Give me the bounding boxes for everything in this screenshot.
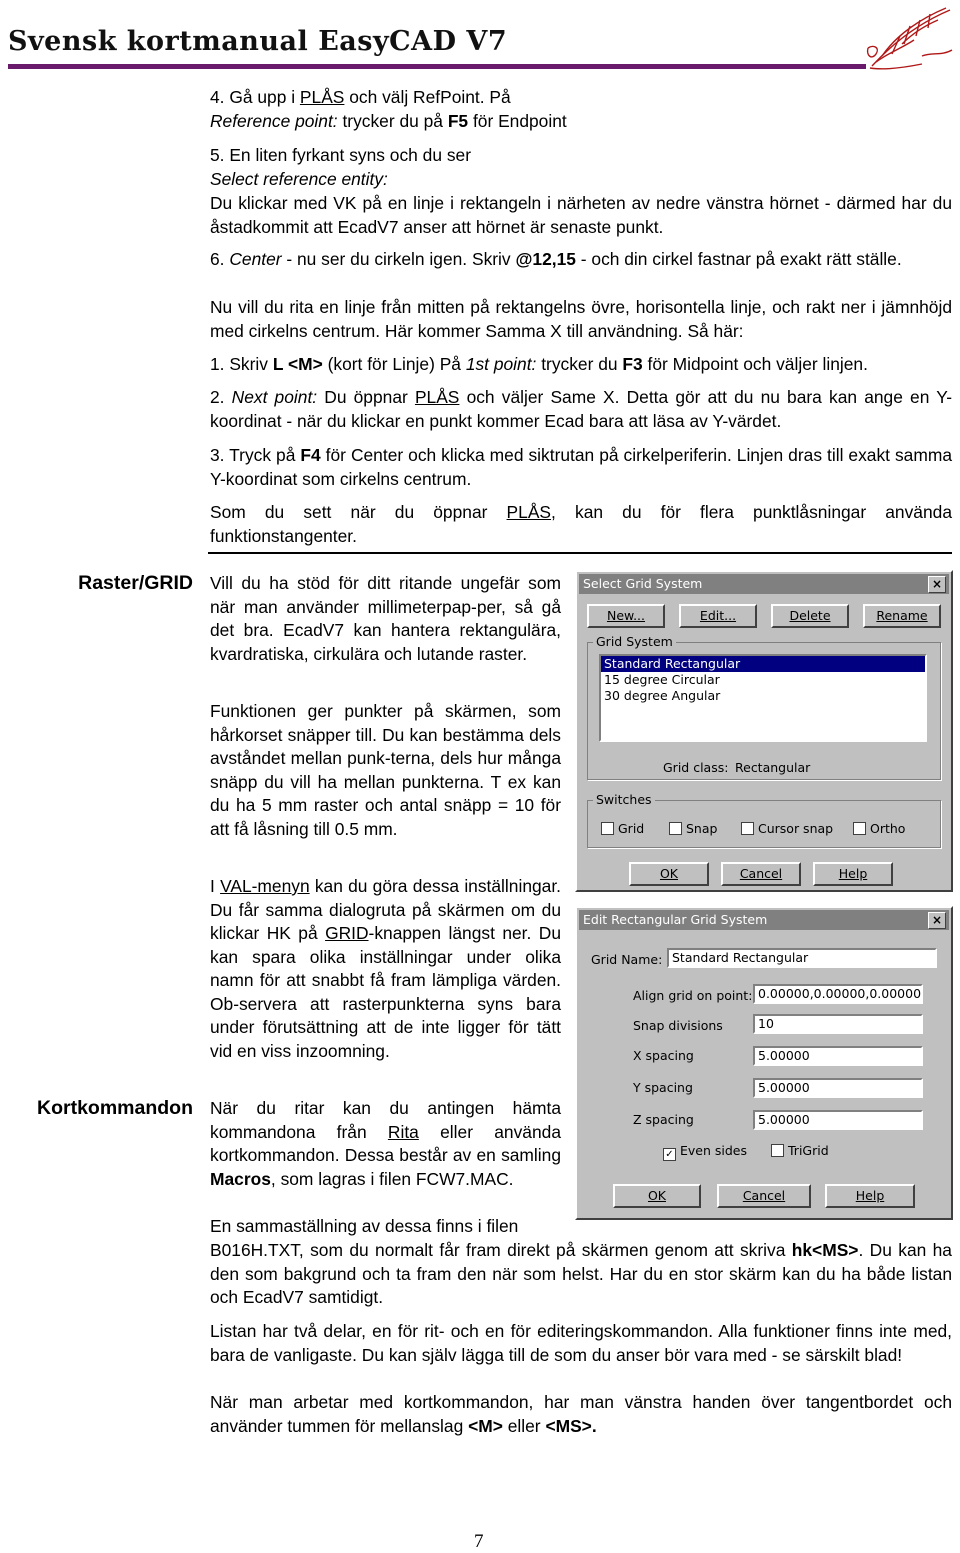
step5-line1: 5. En liten fyrkant syns och du ser xyxy=(210,145,471,165)
section-label-raster: Raster/GRID xyxy=(78,572,193,594)
step-s2: 2. Next point: Du öppnar PLÅS och väljer Same X. Detta gör att du nu bara kan ange en Y-koordinat - när du klickar en punkt kommer Ecad bara att läsa av Y-värdet. xyxy=(210,387,952,431)
step4-line1: 4. Gå upp i PLÅS och välj RefPoint. På xyxy=(210,87,511,107)
kort-p2: B016H.TXT, som du normalt får fram direkt på skärmen genom att skriva hk<MS>. Du kan ha den som bakgrund och ta fram den när som helst. Har du en stor skärm kan du ha både listan och EcadV7 samtidigt. xyxy=(210,1240,952,1307)
grid-system-label: Grid System xyxy=(593,634,676,649)
header-title: Svensk kortmanual EasyCAD V7 xyxy=(8,26,508,57)
snap-checkbox[interactable]: Snap xyxy=(669,822,717,836)
align-label: Align grid on point: xyxy=(633,988,753,1003)
list-item[interactable]: 15 degree Circular xyxy=(604,672,720,687)
kort-p2-line1: En sammaställning av dessa finns i filen xyxy=(210,1216,519,1236)
x-spacing-label: X spacing xyxy=(633,1048,694,1063)
section-label-kortkommandon: Kortkommandon xyxy=(37,1097,193,1119)
list-item[interactable]: 30 degree Angular xyxy=(604,688,721,703)
step-s3: 3. Tryck på F4 för Center och klicka med siktrutan på cirkelperiferin. Linjen dras till exakt samma Y-koordinat som cirkelns centrum. xyxy=(210,445,952,489)
raster-p1: Vill du ha stöd för ditt ritande ungefär som när man använder millimeterpap-per, så gå det bra. EcadV7 kan hantera rektangulära, kvardratiska, cirkulära och lutande raster. xyxy=(210,573,561,664)
para-same-x: Nu vill du rita en linje från mitten på rektangelns övre, horisontella linje, och rakt ner i jämnhöjd med cirkelns centrum. Här kommer Samma X till användning. Så här: xyxy=(210,297,952,341)
dialog-titlebar: Select Grid System × xyxy=(579,574,949,594)
select-grid-system-dialog xyxy=(575,570,953,892)
quill-logo-icon xyxy=(862,4,956,74)
check-icon: ✓ xyxy=(663,1148,676,1161)
step4-line2: Reference point: trycker du på F5 för Endpoint xyxy=(210,111,567,131)
edit-rectangular-grid-dialog xyxy=(575,906,953,1220)
cursor-snap-checkbox[interactable]: Cursor snap xyxy=(741,822,833,836)
edit-button[interactable]: Edit... xyxy=(679,604,757,628)
ok-button[interactable]: OK xyxy=(613,1184,701,1208)
y-spacing-field[interactable]: 5.00000 xyxy=(753,1078,923,1098)
even-sides-checkbox[interactable]: ✓ Even sides xyxy=(663,1144,747,1161)
page-number: 7 xyxy=(474,1531,484,1552)
ortho-checkbox[interactable]: Ortho xyxy=(853,822,905,836)
delete-button[interactable]: Delete xyxy=(771,604,849,628)
new-button[interactable]: New... xyxy=(587,604,665,628)
raster-p2: Funktionen ger punkter på skärmen, som hårkorset snäpper till. Du kan bestämma dels avståndet mellan punk-terna, dels hur många snäpp du vill ha mellan punkterna. T ex kan du ha 5 mm raster och antal snäpp = 10 för att få låsning till 0.5 mm. xyxy=(210,701,561,839)
close-icon[interactable]: × xyxy=(928,576,946,593)
ok-button[interactable]: OK xyxy=(629,862,709,886)
trigrid-checkbox[interactable]: TriGrid xyxy=(771,1144,829,1158)
para-som: Som du sett när du öppnar PLÅS, kan du för flera punktlåsningar använda funktionstangenter. xyxy=(210,502,952,546)
grid-name-label: Grid Name: xyxy=(591,952,663,967)
align-field[interactable]: 0.00000,0.00000,0.00000 xyxy=(753,984,923,1004)
help-button[interactable]: Help xyxy=(825,1184,915,1208)
cancel-button[interactable]: Cancel xyxy=(717,1184,811,1208)
snap-divisions-field[interactable]: 10 xyxy=(753,1014,923,1034)
step6: 6. Center - nu ser du cirkeln igen. Skriv @12,15 - och din cirkel fastnar på exakt rätt ställe. xyxy=(210,249,902,269)
z-spacing-label: Z spacing xyxy=(633,1112,694,1127)
x-spacing-field[interactable]: 5.00000 xyxy=(753,1046,923,1066)
kort-p1: När du ritar kan du antingen hämta kommandona från Rita eller använda kortkommandon. Dessa består av en samling Macros, som lagras i filen FCW7.MAC. xyxy=(210,1098,561,1189)
step5-body: Du klickar med VK på en linje i rektangeln i närheten av nedre vänstra hörnet - därmed har du åstadkommit att EcadV7 anser att hörnet är senaste punkt. xyxy=(210,193,952,237)
switches-label: Switches xyxy=(593,792,655,807)
grid-class-value: Rectangular xyxy=(735,760,811,775)
list-item[interactable]: Standard Rectangular xyxy=(601,656,925,672)
kort-p3: Listan har två delar, en för rit- och en för editeringskommandon. Alla funktioner finns inte med, bara de vanligaste. Du kan själv lägga till de som du anser bör vara med - se särskilt blad! xyxy=(210,1321,952,1365)
grid-name-field[interactable]: Standard Rectangular xyxy=(667,948,937,968)
raster-p3: I VAL-menyn kan du göra dessa inställningar. Du får samma dialogruta på skärmen om du klickar HK på GRID-knappen längst ner. Du kan spara olika inställningar under olika namn för att snabbt få fram lämpliga värden. Ob-servera att rasterpunkterna syns bara under förutsättning att de inte ligger för tätt vid en viss inzoomning. xyxy=(210,876,561,1061)
z-spacing-field[interactable]: 5.00000 xyxy=(753,1110,923,1130)
y-spacing-label: Y spacing xyxy=(633,1080,693,1095)
dialog-titlebar: Edit Rectangular Grid System × xyxy=(579,910,949,930)
kort-p4: När man arbetar med kortkommandon, har man vänstra handen över tangentbordet och använder tummen för mellanslag <M> eller <MS>. xyxy=(210,1392,952,1436)
help-button[interactable]: Help xyxy=(813,862,893,886)
grid-class-label: Grid class: xyxy=(663,760,729,775)
step5-line2: Select reference entity: xyxy=(210,169,388,189)
snap-divisions-label: Snap divisions xyxy=(633,1018,723,1033)
step-s1: 1. Skriv L <M> (kort för Linje) På 1st point: trycker du F3 för Midpoint och väljer linjen. xyxy=(210,354,868,374)
grid-checkbox[interactable]: Grid xyxy=(601,822,644,836)
section-divider xyxy=(208,552,952,554)
rename-button[interactable]: Rename xyxy=(863,604,941,628)
header-rule xyxy=(8,64,866,69)
grid-system-list[interactable] xyxy=(599,654,927,742)
plas-link: PLÅS xyxy=(299,87,345,107)
close-icon[interactable]: × xyxy=(928,912,946,929)
cancel-button[interactable]: Cancel xyxy=(721,862,801,886)
